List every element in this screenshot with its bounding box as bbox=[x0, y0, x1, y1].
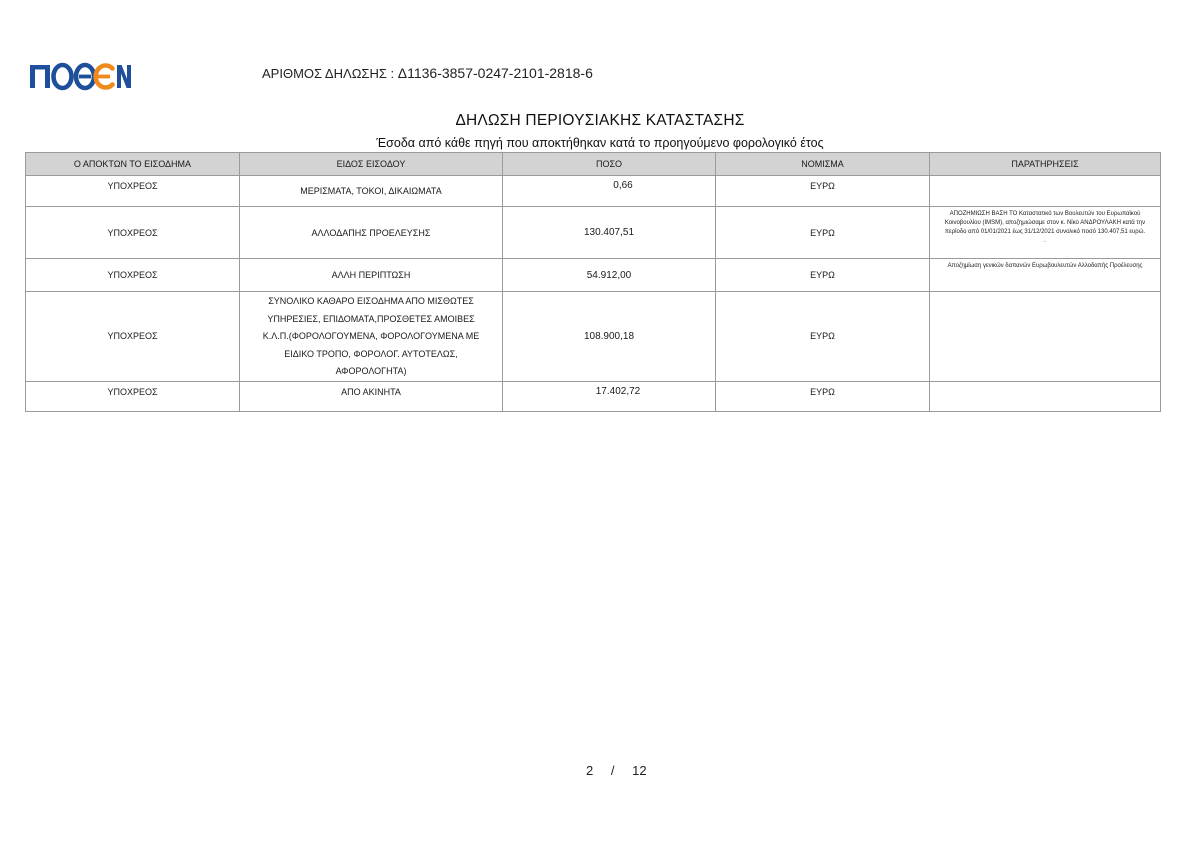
amount-cell: 0,66 bbox=[503, 176, 716, 207]
table-row bbox=[26, 381, 1161, 411]
income-type-cell: ΑΛΛΗ ΠΕΡΙΠΤΩΣΗ bbox=[240, 259, 503, 292]
column-header-amount: ΠΟΣΟ bbox=[503, 153, 716, 176]
page-current: 2 bbox=[586, 763, 594, 778]
currency-cell: ΕΥΡΩ bbox=[716, 292, 930, 382]
owner-cell: ΥΠΟΧΡΕΟΣ bbox=[26, 381, 240, 411]
declaration-number-label: ΑΡΙΘΜΟΣ ΔΗΛΩΣΗΣ : bbox=[262, 66, 395, 81]
column-header-currency: ΝΟΜΙΣΜΑ bbox=[716, 153, 930, 176]
income-type-line: ΑΦΟΡΟΛΟΓΗΤΑ) bbox=[335, 366, 407, 376]
page-separator: / bbox=[610, 763, 615, 778]
amount-cell: 130.407,51 bbox=[503, 207, 716, 259]
table-row bbox=[26, 176, 1161, 207]
column-header-notes: ΠΑΡΑΤΗΡΗΣΕΙΣ bbox=[930, 153, 1161, 176]
notes-cell bbox=[930, 292, 1161, 382]
currency-cell: ΕΥΡΩ bbox=[716, 259, 930, 292]
currency-cell: ΕΥΡΩ bbox=[716, 176, 930, 207]
income-type-cell: ΑΛΛΟΔΑΠΗΣ ΠΡΟΕΛΕΥΣΗΣ bbox=[240, 207, 503, 259]
amount-cell: 108.900,18 bbox=[503, 292, 716, 382]
table-row bbox=[26, 292, 1161, 382]
column-header-income-type: ΕΙΔΟΣ ΕΙΣΟΔΟΥ bbox=[240, 153, 503, 176]
table-row bbox=[26, 207, 1161, 259]
currency-cell: ΕΥΡΩ bbox=[716, 207, 930, 259]
table-header-row bbox=[26, 153, 1161, 176]
notes-cell bbox=[930, 381, 1161, 411]
page-title: ΔΗΛΩΣΗ ΠΕΡΙΟΥΣΙΑΚΗΣ ΚΑΤΑΣΤΑΣΗΣ bbox=[455, 112, 745, 129]
income-type-line: Κ.Λ.Π.(ΦΟΡΟΛΟΓΟΥΜΕΝΑ, ΦΟΡΟΛΟΓΟΥΜΕΝΑ ΜΕ bbox=[262, 331, 480, 341]
poten-logo bbox=[28, 61, 132, 91]
page-indicator bbox=[586, 763, 647, 778]
declaration-number-value: Δ1136-3857-0247-2101-2818-6 bbox=[397, 65, 593, 81]
income-type-cell bbox=[240, 292, 503, 382]
amount-cell: 17.402,72 bbox=[503, 381, 716, 411]
amount-cell: 54.912,00 bbox=[503, 259, 716, 292]
income-type-line: ΣΥΝΟΛΙΚΟ ΚΑΘΑΡΟ ΕΙΣΟΔΗΜΑ ΑΠΟ ΜΙΣΘΩΤΕΣ bbox=[268, 296, 474, 306]
owner-cell: ΥΠΟΧΡΕΟΣ bbox=[26, 207, 240, 259]
notes-cell: ΑΠΟΖΗΜΙΩΣΗ ΒΑΣΗ ΤΟ Καταστατικό των Βουλευτών του Ευρωπαϊκού Κοινοβουλίου (IMSM), αποζημιώσαμε στον κ. Νίκο ΑΝΔΡΟΥΛΑΚΗ κατά την περίοδο από 01/01/2021 έως 31/12/2021 συνολικό ποσό 130.407,51 ευρώ. . bbox=[930, 207, 1161, 259]
notes-cell: Αποζημίωση γενικών δαπανών Ευρωβουλευτών Αλλοδαπής Προέλευσης bbox=[930, 259, 1161, 292]
owner-cell: ΥΠΟΧΡΕΟΣ bbox=[26, 259, 240, 292]
declaration-number bbox=[262, 65, 593, 81]
page-total: 12 bbox=[632, 763, 647, 778]
income-type-line: ΥΠΗΡΕΣΙΕΣ, ΕΠΙΔΟΜΑΤΑ,ΠΡΟΣΘΕΤΕΣ ΑΜΟΙΒΕΣ bbox=[267, 313, 475, 324]
column-header-owner: Ο ΑΠΟΚΤΩΝ ΤΟ ΕΙΣΟΔΗΜΑ bbox=[26, 153, 240, 176]
income-table bbox=[25, 152, 1161, 412]
page-subtitle: Έσοδα από κάθε πηγή που αποκτήθηκαν κατά το προηγούμενο φορολογικό έτος bbox=[376, 136, 824, 150]
notes-cell bbox=[930, 176, 1161, 207]
income-type-cell: ΑΠΟ ΑΚΙΝΗΤΑ bbox=[240, 381, 503, 411]
owner-cell: ΥΠΟΧΡΕΟΣ bbox=[26, 292, 240, 382]
poten-logo-icon bbox=[28, 61, 132, 91]
currency-cell: ΕΥΡΩ bbox=[716, 381, 930, 411]
income-type-cell: ΜΕΡΙΣΜΑΤΑ, ΤΟΚΟΙ, ΔΙΚΑΙΩΜΑΤΑ bbox=[240, 176, 503, 207]
owner-cell: ΥΠΟΧΡΕΟΣ bbox=[26, 176, 240, 207]
income-type-line: ΕΙΔΙΚΟ ΤΡΟΠΟ, ΦΟΡΟΛΟΓ. ΑΥΤΟΤΕΛΩΣ, bbox=[284, 348, 458, 359]
table-row bbox=[26, 259, 1161, 292]
